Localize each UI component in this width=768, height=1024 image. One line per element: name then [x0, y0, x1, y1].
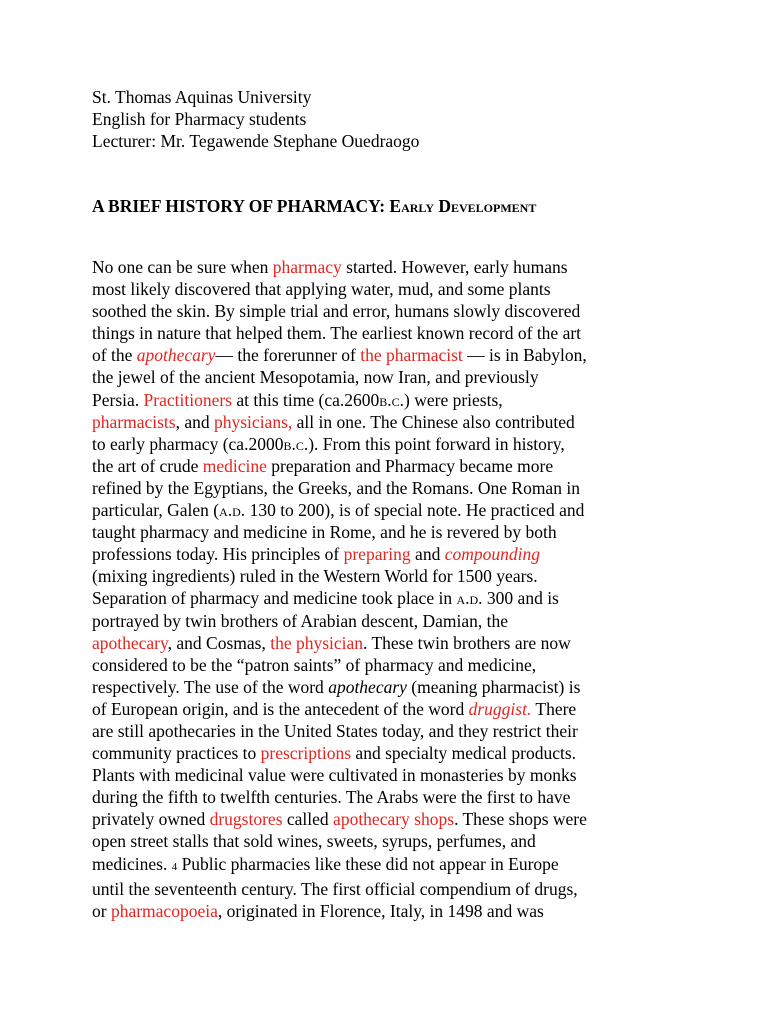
text-segment: privately owned: [92, 809, 210, 830]
highlighted-term: medicine: [202, 455, 267, 476]
text-segment: soothed the skin. By simple trial and error, humans slowly discovered: [92, 301, 581, 322]
text-segment: (meaning pharmacist) is: [406, 676, 581, 697]
text-segment: of the: [92, 345, 137, 366]
body-line: [92, 499, 742, 521]
text-segment: taught pharmacy and medicine in Rome, and he is revered by both: [92, 522, 557, 543]
course-name: English for Pharmacy students: [92, 109, 307, 129]
text-segment: Public pharmacies like these did not appear in Europe: [177, 853, 559, 874]
text-segment: to early pharmacy (ca.2000: [92, 433, 284, 454]
text-segment: . These shops were: [454, 809, 587, 830]
body-line: [92, 676, 742, 698]
highlighted-term: apothecary shops: [333, 809, 455, 830]
body-line: [92, 742, 742, 764]
highlighted-term: pharmacopoeia: [110, 900, 218, 921]
highlighted-term: apothecary: [92, 632, 168, 653]
body-line: [92, 389, 742, 411]
text-segment: , originated in Florence, Italy, in 1498 and was: [217, 900, 544, 921]
text-segment: Plants with medicinal value were cultivated in monasteries by monks: [92, 765, 577, 786]
text-segment: until the seventeenth century. The first official compendium of drugs,: [92, 878, 578, 899]
body-line: [92, 366, 742, 388]
body-line: [92, 455, 742, 477]
text-segment: — is in Babylon,: [462, 345, 587, 366]
text-segment: preparation and Pharmacy became more: [266, 455, 554, 476]
text-segment: b.c.: [283, 433, 309, 454]
text-segment: community practices to: [92, 743, 261, 764]
highlighted-term: prescriptions: [260, 743, 352, 764]
text-segment: medicines.: [92, 853, 172, 874]
body-line: [92, 322, 742, 344]
title-main: A BRIEF HISTORY OF PHARMACY:: [92, 196, 390, 216]
highlighted-term: the pharmacist: [360, 345, 463, 366]
text-segment: Persia.: [92, 389, 144, 410]
highlighted-term: druggist.: [468, 698, 532, 719]
lecturer-name: Lecturer: Mr. Tegawende Stephane Ouedraogo: [92, 131, 420, 151]
text-segment: Separation of pharmacy and medicine took place in: [92, 588, 457, 609]
body-line: [92, 300, 742, 322]
body-line: [92, 278, 742, 300]
highlighted-term: drugstores: [209, 809, 283, 830]
body-line: [92, 830, 742, 852]
text-segment: professions today. His principles of: [92, 544, 344, 565]
text-segment: apothecary: [328, 676, 407, 697]
body-line: [92, 565, 742, 587]
text-segment: during the fifth to twelfth centuries. The Arabs were the first to have: [92, 787, 571, 808]
text-segment: 4: [171, 860, 178, 873]
body-line: [92, 632, 742, 654]
body-line: [92, 256, 742, 278]
body-line: [92, 477, 742, 499]
text-segment: called: [282, 809, 334, 830]
title-sub: Early Development: [389, 196, 537, 216]
highlighted-term: preparing: [343, 544, 411, 565]
body-line: [92, 720, 742, 742]
highlighted-term: the physician: [270, 632, 364, 653]
text-segment: the jewel of the ancient Mesopotamia, now Iran, and previously: [92, 367, 539, 388]
body-line: [92, 344, 742, 366]
text-segment: There: [531, 698, 577, 719]
text-segment: refined by the Egyptians, the Greeks, and the Romans. One Roman in: [92, 477, 580, 498]
body-line: [92, 786, 742, 808]
body-line: [92, 808, 742, 830]
text-segment: and: [410, 544, 445, 565]
body-line: [92, 654, 742, 676]
highlighted-term: pharmacists: [92, 411, 176, 432]
text-segment: at this time (ca.2600: [231, 389, 380, 410]
text-segment: all in one. The Chinese also contributed: [292, 411, 575, 432]
body-line: [92, 698, 742, 720]
body-line: [92, 764, 742, 786]
body-line: [92, 853, 742, 878]
text-segment: 300 and is: [482, 588, 559, 609]
text-segment: particular, Galen (: [92, 500, 220, 521]
text-segment: the art of crude: [92, 455, 203, 476]
text-segment: considered to be the “patron saints” of pharmacy and medicine,: [92, 654, 537, 675]
text-segment: , and: [175, 411, 214, 432]
text-segment: 130 to 200), is of special note. He practiced and: [245, 500, 585, 521]
document-title: [92, 196, 536, 217]
text-segment: ) were priests,: [404, 389, 503, 410]
highlighted-term: physicians,: [214, 411, 293, 432]
highlighted-term: compounding: [444, 544, 540, 565]
text-segment: , and Cosmas,: [167, 632, 271, 653]
body-line: [92, 433, 742, 455]
text-segment: started. However, early humans: [341, 257, 568, 277]
text-segment: of European origin, and is the antecedent of the word: [92, 698, 469, 719]
highlighted-term: pharmacy: [272, 257, 342, 277]
text-segment: ). From this point forward in history,: [308, 433, 565, 454]
highlighted-term: Practitioners: [143, 389, 232, 410]
text-segment: . These twin brothers are now: [363, 632, 571, 653]
text-segment: b.c.: [379, 389, 405, 410]
document-header: [92, 86, 419, 152]
text-segment: respectively. The use of the word: [92, 676, 329, 697]
body-paragraph: [92, 256, 742, 922]
body-line: [92, 521, 742, 543]
highlighted-term: apothecary: [136, 345, 216, 366]
text-segment: are still apothecaries in the United States today, and they restrict their: [92, 720, 578, 741]
body-line: [92, 587, 742, 609]
text-segment: things in nature that helped them. The earliest known record of the art: [92, 323, 582, 344]
body-line: [92, 543, 742, 565]
university-name: St. Thomas Aquinas University: [92, 87, 312, 107]
body-line: [92, 900, 742, 922]
text-segment: a.d.: [456, 588, 483, 609]
text-segment: (mixing ingredients) ruled in the Western World for 1500 years.: [92, 566, 538, 587]
text-segment: — the forerunner of: [215, 345, 361, 366]
text-segment: or: [92, 900, 111, 921]
text-segment: open street stalls that sold wines, sweets, syrups, perfumes, and: [92, 831, 536, 852]
body-line: [92, 411, 742, 433]
body-line: [92, 878, 742, 900]
text-segment: a.d.: [219, 500, 246, 521]
text-segment: most likely discovered that applying water, mud, and some plants: [92, 279, 551, 300]
text-segment: portrayed by twin brothers of Arabian descent, Damian, the: [92, 610, 508, 631]
text-segment: No one can be sure when: [92, 257, 273, 277]
text-segment: and specialty medical products.: [351, 743, 577, 764]
body-line: [92, 610, 742, 632]
